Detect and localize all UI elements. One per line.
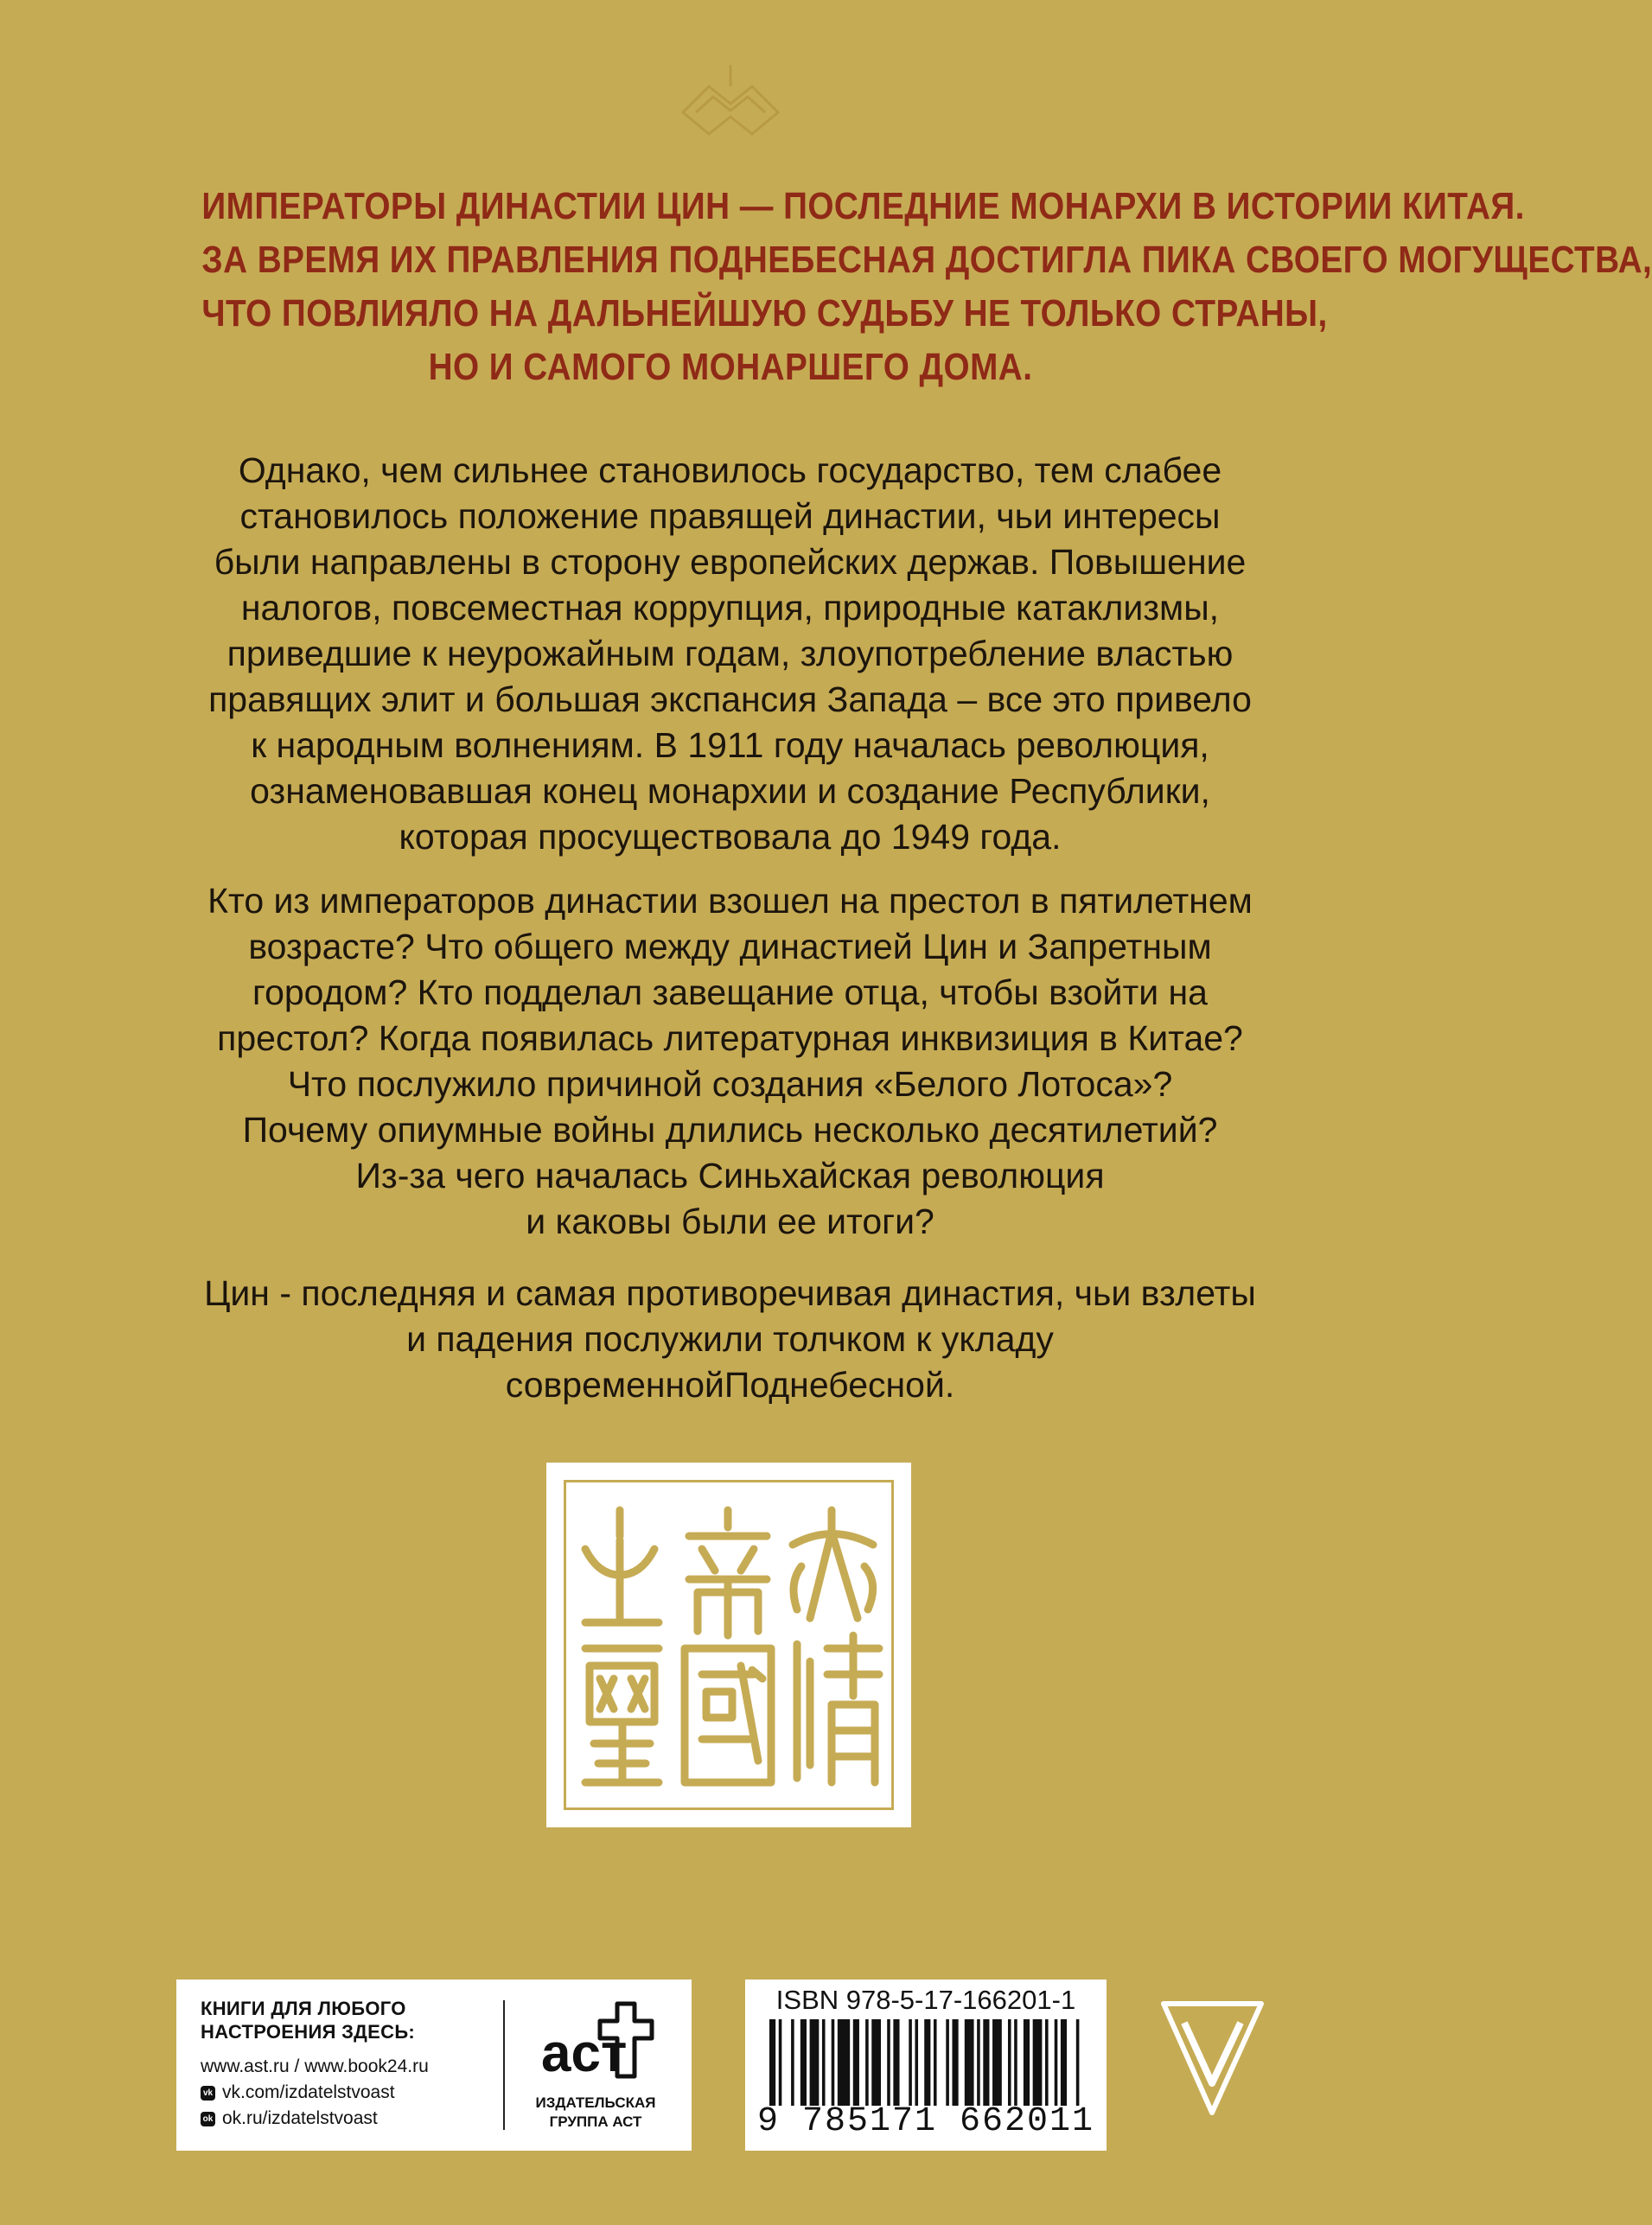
seal-glyphs — [546, 1463, 911, 1827]
text-line: городом? Кто подделал завещание отца, чтобы взойти на — [252, 972, 1208, 1012]
text-line: к народным волнениям. В 1911 году началась революция, — [251, 725, 1209, 765]
text-line: и падения послужили толчком к укладу — [406, 1319, 1054, 1359]
ok-link-text: ok.ru/izdatelstvoast — [222, 2108, 378, 2128]
ast-logo-icon — [531, 1997, 660, 2083]
barcode-bar — [832, 2019, 835, 2106]
isbn-number: ISBN 978-5-17-166201-1 — [775, 1985, 1076, 2015]
info-heading-line: НАСТРОЕНИЯ ЗДЕСЬ: — [201, 2021, 416, 2043]
ast-logo-text: аст — [541, 2024, 628, 2083]
barcode-bar — [1024, 2019, 1030, 2106]
headline-line: НО И САМОГО МОНАРШЕГО ДОМА. — [428, 346, 1033, 388]
headline-line: ЧТО ПОВЛИЯЛО НА ДАЛЬНЕЙШУЮ СУДЬБУ НЕ ТОЛЬКО СТРАНЫ, — [201, 292, 1328, 335]
barcode-bar — [1033, 2019, 1043, 2106]
publisher-name-line: ИЗДАТЕЛЬСКАЯ — [535, 2094, 656, 2111]
v-triangle-logo-icon — [1158, 1997, 1266, 2118]
ornament-icon — [666, 52, 795, 156]
text-line: приведшие к неурожайным годам, злоупотребление властью — [226, 634, 1234, 673]
barcode-bar — [915, 2019, 918, 2106]
imperial-seal-icon — [546, 1463, 911, 1827]
isbn-barcode — [745, 1980, 1107, 2151]
barcode-bar — [887, 2019, 890, 2106]
vk-link[interactable] — [201, 2080, 494, 2106]
text-line: которая просуществовала до 1949 года. — [399, 817, 1062, 857]
ok-link[interactable] — [201, 2106, 494, 2132]
text-line: Почему опиумные войны длились несколько десятилетий? — [242, 1110, 1218, 1150]
headline-line: ЗА ВРЕМЯ ИХ ПРАВЛЕНИЯ ПОДНЕБЕСНАЯ ДОСТИГЛА ПИКА СВОЕГО МОГУЩЕСТВА, — [201, 239, 1652, 281]
barcode-bar — [1061, 2019, 1067, 2106]
barcode-bar — [853, 2019, 859, 2106]
barcode-bar — [810, 2019, 820, 2106]
divider — [503, 2000, 505, 2130]
ok-icon: ok — [201, 2112, 215, 2126]
barcode-bar — [992, 2019, 1002, 2106]
barcode-icon — [769, 2019, 1082, 2106]
barcode-bar — [838, 2019, 850, 2106]
text-line: Кто из императоров династии взошел на престол в пятилетнем — [207, 881, 1253, 921]
text-line: Что послужило причиной создания «Белого Лотоса»? — [287, 1064, 1173, 1104]
text-line: Цин - последняя и самая противоречивая династия, чьи взлеты — [204, 1273, 1256, 1313]
websites-link[interactable]: www.ast.ru / www.book24.ru — [201, 2056, 429, 2076]
barcode-digits: 9 785171 662011 — [756, 2102, 1095, 2141]
barcode-bar — [893, 2019, 899, 2106]
barcode-bar — [822, 2019, 826, 2106]
barcode-bar — [983, 2019, 989, 2106]
barcode-bar — [1055, 2019, 1058, 2106]
barcode-bar — [1045, 2019, 1049, 2106]
barcode-bar — [769, 2019, 775, 2106]
barcode-bar — [934, 2019, 937, 2106]
text-line: были направлены в сторону европейских держав. Повышение — [214, 542, 1247, 582]
barcode-bar — [946, 2019, 949, 2106]
questions-paragraph — [86, 878, 1374, 1245]
barcode-bar — [800, 2019, 807, 2106]
text-line: возрасте? Что общего между династией Цин и Запретным — [248, 927, 1212, 966]
description-paragraph — [86, 448, 1374, 860]
vk-link-text: vk.com/izdatelstvoast — [222, 2082, 395, 2102]
barcode-bar — [965, 2019, 974, 2106]
text-line: и каковы были ее итоги? — [526, 1202, 934, 1241]
publisher-info-box — [176, 1980, 692, 2151]
barcode-bar — [977, 2019, 980, 2106]
info-heading-line: КНИГИ ДЛЯ ЛЮБОГО — [201, 1998, 406, 2019]
text-line: Однако, чем сильнее становилось государство, тем слабее — [238, 450, 1222, 490]
barcode-bar — [1076, 2019, 1080, 2106]
barcode-bar — [791, 2019, 794, 2106]
barcode-bar — [1014, 2019, 1017, 2106]
headline-line: ИМПЕРАТОРЫ ДИНАСТИИ ЦИН — ПОСЛЕДНИЕ МОНАРХИ В ИСТОРИИ КИТАЯ. — [201, 185, 1525, 227]
publisher-links — [201, 1997, 494, 2132]
text-line: современнойПоднебесной. — [505, 1365, 955, 1405]
barcode-bar — [865, 2019, 869, 2106]
headline — [201, 180, 1652, 394]
publisher-name — [522, 2094, 669, 2132]
vk-icon: vk — [201, 2086, 215, 2101]
closing-paragraph — [86, 1271, 1374, 1408]
text-line: налогов, повсеместная коррупция, природные катаклизмы, — [240, 588, 1220, 628]
barcode-bar — [909, 2019, 912, 2106]
barcode-bar — [1008, 2019, 1011, 2106]
barcode-bar — [779, 2019, 782, 2106]
barcode-bar — [952, 2019, 958, 2106]
publisher-name-line: ГРУППА АСТ — [549, 2113, 642, 2130]
barcode-bar — [924, 2019, 930, 2106]
text-line: Из-за чего началась Синьхайская революция — [355, 1156, 1105, 1195]
barcode-bar — [871, 2019, 881, 2106]
text-line: правящих элит и большая экспансия Запада – все это привело — [208, 679, 1252, 719]
text-line: ознаменовавшая конец монархии и создание Республики, — [250, 771, 1210, 811]
text-line: становилось положение правящей династии, чьи интересы — [239, 496, 1221, 536]
text-line: престол? Когда появилась литературная инквизиция в Китае? — [217, 1018, 1243, 1058]
